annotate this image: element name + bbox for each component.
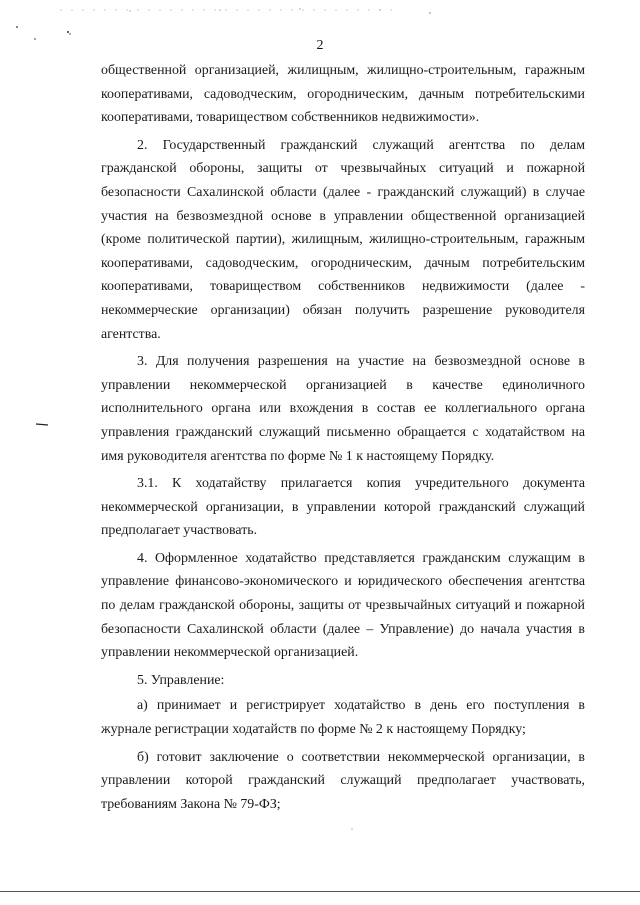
page-number: 2 [316, 38, 324, 53]
paragraph-clause-4: 4. Оформленное ходатайство представляется гражданским служащим в управление финансово-экономического и юридического обеспечения агентства по делам гражданской обороны, защиты от чрезвычайных ситуаций и пожарной безопасности Сахалинской области (далее – Управление) до начала участия в управлении некоммерческой организацией. [101, 550, 585, 661]
paragraph-continuation: общественной организацией, жилищным, жилищно-строительным, гаражным кооперативами, садоводческим, огородническим, дачным потребительскими кооперативами, товариществом собственников недвижимости». [101, 63, 585, 126]
paragraph-clause-5-b: б) готовит заключение о соответствии некоммерческой организации, в управлении которой гражданский служащий предполагает участвовать, требованиям Закона № 79-ФЗ; [101, 749, 585, 812]
paragraph-clause-2: 2. Государственный гражданский служащий агентства по делам гражданской обороны, защиты от чрезвычайных ситуаций и пожарной безопасности Сахалинской области (далее - гражданский служащий) в случае участия на безвозмездной основе в управлении общественной организацией (кроме политической партии), жилищным, жилищно-строительным, гаражным кооперативами, садоводческим, огородническим, дачным потребительским кооперативами, товариществом собственников недвижимости (далее - некоммерческие организации) обязан получить разрешение руководителя агентства. [101, 137, 585, 342]
paragraph-clause-3: 3. Для получения разрешения на участие на безвозмездной основе в управлении некоммерческой организацией в качестве единоличного исполнительного органа или вхождения в состав ее коллегиального органа управления гражданский служащий письменно обращается с ходатайством на имя руководителя агентства по форме № 1 к настоящему Порядку. [101, 354, 585, 464]
page-bottom-edge [0, 891, 640, 892]
document-body [101, 59, 585, 820]
paragraph-clause-5-a: а) принимает и регистрирует ходатайство в день его поступления в журнале регистрации ходатайств по форме № 2 к настоящему Порядку; [101, 698, 585, 738]
paragraph-clause-3-1: 3.1. К ходатайству прилагается копия учредительного документа некоммерческой организации, в управлении которой гражданский служащий предполагает участвовать. [101, 476, 585, 539]
paragraph-clause-5: 5. Управление: [137, 672, 225, 688]
